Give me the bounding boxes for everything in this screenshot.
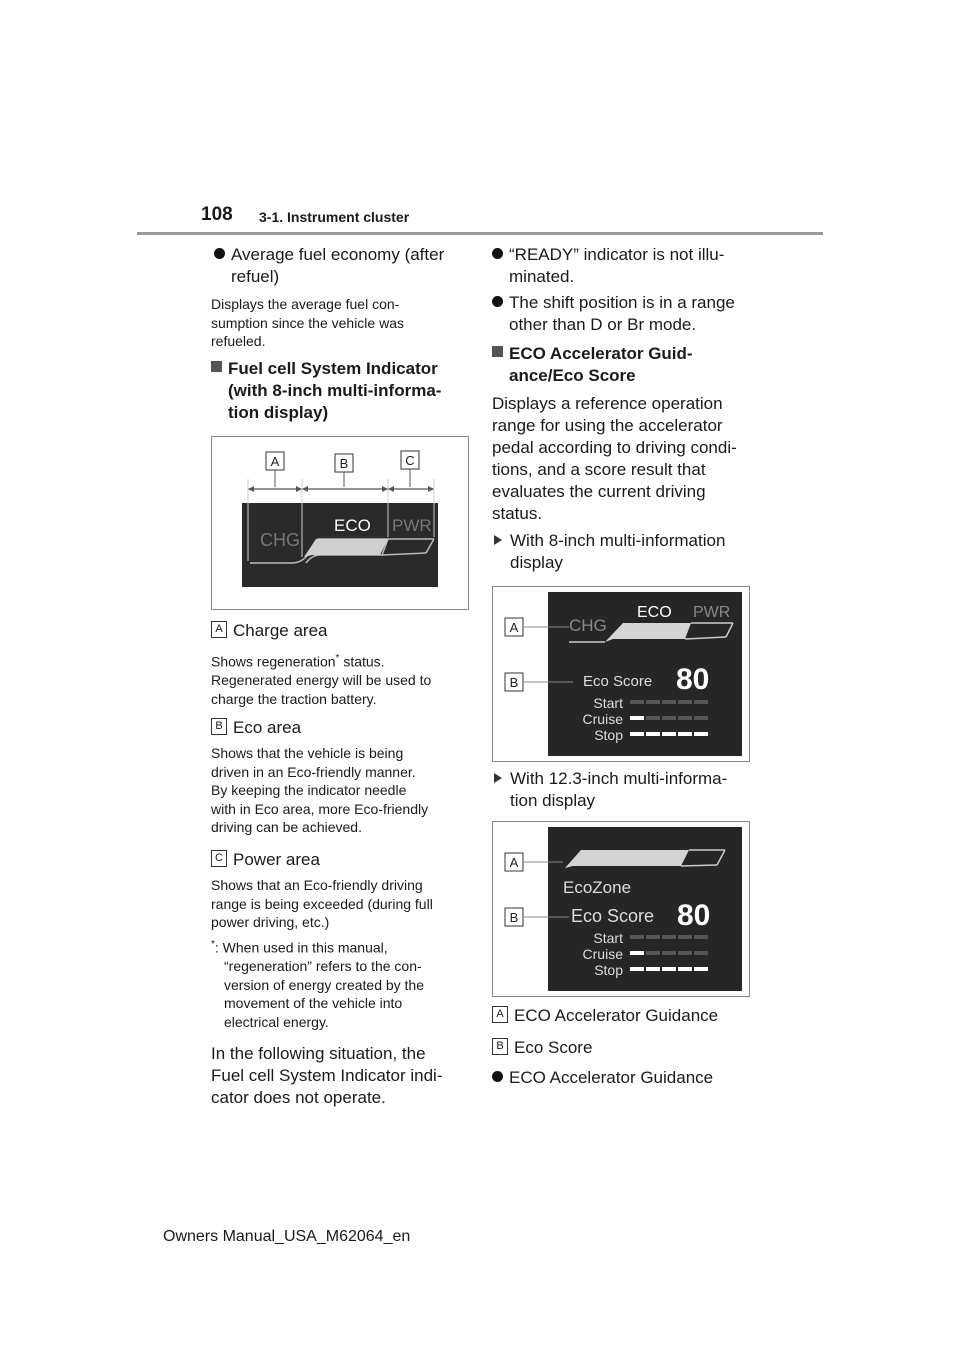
bullet-eco-accelerator-guidance: ECO Accelerator Guidance [492, 1067, 713, 1089]
sub-item-8-inch: With 8-inch multi-information display [494, 530, 725, 574]
page-number: 108 [201, 204, 233, 225]
eco-score-value: 80 [677, 899, 711, 932]
bullet-dot-icon [492, 296, 503, 307]
section-heading-eco: ECO Accelerator Guid- ance/Eco Score [492, 343, 693, 387]
chg-label: CHG [569, 616, 607, 635]
heading-square-icon [211, 361, 222, 372]
arrow-icon [382, 486, 388, 492]
pwr-label: PWR [693, 604, 731, 621]
eco-score-label: Eco Score [571, 906, 655, 926]
stop-label: Stop [594, 962, 623, 978]
tag-b: B [211, 718, 227, 735]
paragraph-eco-description: Displays a reference operation range for using the accelerator pedal according to driving condi- tions, and a score result that evaluates the current driving status. [492, 394, 737, 523]
tag-b: B [339, 456, 349, 471]
charge-area-description: Shows regeneration* status. Regenerated energy will be used to charge the traction battery. [211, 653, 432, 707]
tag-a: A [492, 1006, 508, 1023]
arrow-icon [388, 486, 394, 492]
eco-score-value: 80 [676, 663, 710, 696]
header-rule [137, 232, 823, 235]
arrow-icon [296, 486, 302, 492]
description: Displays the average fuel con- sumption since the vehicle was refueled. [211, 296, 404, 349]
bullet-dot-icon [214, 248, 225, 259]
pwr-label: PWR [392, 516, 432, 535]
eco-gauge-fill [304, 539, 388, 557]
bullet-shift-position: The shift position is in a range other than D or Br mode. [492, 292, 735, 336]
chg-label: CHG [260, 530, 300, 550]
tag-b: B [509, 910, 519, 925]
arrow-icon [428, 486, 434, 492]
figure-eco-12-inch [492, 821, 750, 997]
cruise-label: Cruise [582, 946, 623, 962]
arrow-icon [248, 486, 254, 492]
item-eco-area: B Eco area [211, 717, 301, 739]
item-charge-area: A Charge area [211, 620, 328, 642]
tag-a: A [509, 855, 519, 870]
arrow-right-icon [494, 773, 502, 783]
tag-a: A [270, 454, 280, 469]
tag-b: B [509, 675, 519, 690]
heading-square-icon [492, 346, 503, 357]
figure-fuel-cell-svg [212, 437, 468, 609]
figure-eco-8-inch-svg [493, 587, 749, 761]
tag-b: B [492, 1038, 508, 1055]
ecozone-label: EcoZone [563, 878, 632, 897]
item-power-area: C Power area [211, 849, 320, 871]
figure-eco-8-inch [492, 586, 750, 762]
stop-label: Stop [594, 727, 623, 743]
bullet-text: Average fuel economy (after [231, 245, 445, 264]
section-heading: Fuel cell System Indicator (with 8-inch multi-informa- tion display) [211, 358, 441, 424]
section-title: 3-1. Instrument cluster [259, 209, 410, 225]
power-area-description: Shows that an Eco-friendly driving range is being exceeded (during full power driving, etc.) [211, 877, 433, 930]
start-label: Start [593, 695, 623, 711]
tag-c: C [211, 850, 227, 867]
tag-a: A [509, 620, 519, 635]
tag-c: C [405, 453, 415, 468]
eco-gauge-fill [565, 850, 689, 868]
bullet-average-fuel-economy [214, 244, 444, 288]
bullet-dot-icon [492, 1071, 503, 1082]
item-eco-score: B Eco Score [492, 1037, 592, 1059]
arrow-right-icon [494, 535, 502, 545]
footnote: *: When used in this manual, “regeneration” refers to the con- version of energy created by the movement of the vehicle into electrical energy. [211, 939, 425, 1030]
start-label: Start [593, 930, 623, 946]
bullet-ready-indicator: “READY” indicator is not illu- minated. [492, 244, 724, 288]
cruise-label: Cruise [582, 711, 623, 727]
eco-area-description: Shows that the vehicle is being driven in an Eco-friendly manner. By keeping the indicator needle with in Eco area, more Eco-friendly driving can be achieved. [211, 745, 429, 835]
eco-label: ECO [637, 604, 672, 621]
paragraph-situation: In the following situation, the Fuel cell System Indicator indi- cator does not operate. [211, 1044, 443, 1107]
tag-a: A [211, 621, 227, 638]
bullet-dot-icon [492, 248, 503, 259]
bullet-text: refuel) [231, 267, 280, 286]
eco-score-label: Eco Score [583, 673, 653, 690]
footer-manual-id: Owners Manual_USA_M62064_en [163, 1228, 411, 1245]
figure-fuel-cell-indicator [211, 436, 469, 610]
figure-eco-12-inch-svg [493, 822, 749, 996]
item-eco-accelerator-guidance: A ECO Accelerator Guidance [492, 1005, 718, 1027]
sub-item-12-inch: With 12.3-inch multi-informa- tion display [494, 768, 727, 812]
eco-label: ECO [334, 516, 371, 535]
arrow-icon [302, 486, 308, 492]
